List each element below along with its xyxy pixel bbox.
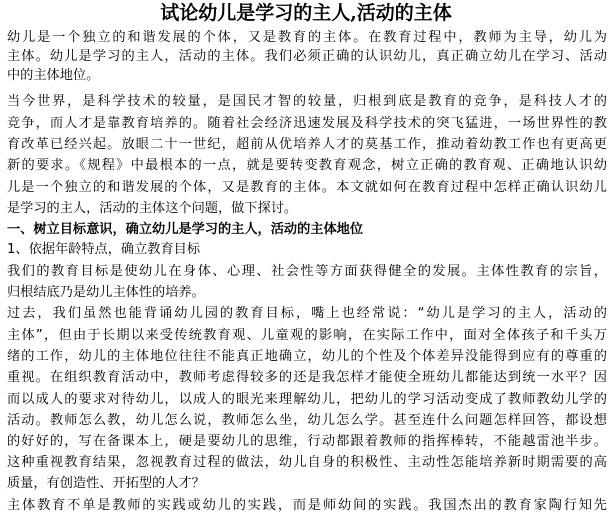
paragraph-line: 归根结底乃是幼儿主体性的培养。 [7, 285, 205, 300]
paragraph-line: 主体”，但由于长期以来受传统教育观、儿童观的影响，在实际工作中，面对全体孩子和千头万 [7, 328, 607, 343]
section-heading: 一、树立目标意识，确立幼儿是学习的主人，活动的主体地位 [7, 222, 364, 237]
paragraph-line: 过去，我们虽然也能背诵幼儿园的教育目标，嘴上也经常说：“幼儿是学习的主人，活动的 [7, 306, 607, 321]
subsection-heading: 1、依据年龄特点，确立教育目标 [7, 242, 201, 257]
paragraph-line: 中的主体地位。 [7, 68, 100, 83]
document-title: 试论幼儿是学习的主人,活动的主体 [160, 2, 452, 24]
paragraph-line: 当今世界，是科学技术的较量，是国民才智的较量，归根到底是教育的竞争，是科技人才的 [7, 94, 607, 109]
paragraph-line: 活动。教师怎么教，幼儿怎么说，教师怎么坐，幼儿怎么学。甚至连什么问题怎样回答，都设想 [7, 413, 607, 428]
paragraph-line: 重视。在组织教育活动中，教师考虑得较多的还是我怎样才能使全班幼儿都能达到统一水平？因 [7, 370, 607, 385]
paragraph-line: 是学习的主人，活动的主体这个问题，做下探讨。 [7, 201, 298, 216]
paragraph-line: 主体。幼儿是学习的主人，活动的主体。我们必须正确的认识幼儿，真正确立幼儿在学习、活动 [7, 49, 607, 64]
paragraph-line: 的好好的，写在备课本上，硬是要幼儿的思维，行动都跟着教师的指挥棒转，不能越雷池半步。 [7, 434, 607, 449]
paragraph-line: 竞争，而人才是靠教育培养的。随着社会经济迅速发展及科学技术的突飞猛进，一场世界性的教 [7, 116, 607, 131]
paragraph-line: 儿是一个独立的和谐发展的个体，又是教育的主体。本文就如何在教育过程中怎样正确认识幼儿 [7, 180, 607, 195]
paragraph-line: 育改革已经兴起。放眼二十一世纪，超前从优培养人才的莫基工作，推动着幼教工作也有更高更 [7, 137, 607, 152]
paragraph-line: 主体教育不单是教师的实践或幼儿的实践，而是师幼间的实践。我国杰出的教育家陶行知先 [7, 498, 607, 513]
paragraph-line: 而以成人的要求对待幼儿，以成人的眼光来理解幼儿，把幼儿的学习活动变成了教师教幼儿学的 [7, 392, 607, 407]
paragraph-line: 幼儿是一个独立的和谐发展的个体，又是教育的主体。在教育过程中，教师为主导，幼儿为 [7, 30, 607, 45]
paragraph-line: 质量，有创造性、开拓型的人才？ [7, 476, 205, 491]
paragraph-line: 新的要求。《规程》中最根本的一点，就是要转变教育观念，树立正确的教育观、正确地认识幼 [7, 158, 607, 173]
paragraph-line: 这种重视教育结果，忽视教育过程的做法，幼儿自身的积极性、主动性怎能培养新时期需要的高 [7, 455, 607, 470]
paragraph-line: 绪的工作，幼儿的主体地位往往不能真正地确立，幼儿的个性及个体差异没能得到应有的尊重的 [7, 349, 607, 364]
paragraph-line: 我们的教育目标是使幼儿在身体、心理、社会性等方面获得健全的发展。主体性教育的宗旨， [7, 264, 607, 279]
